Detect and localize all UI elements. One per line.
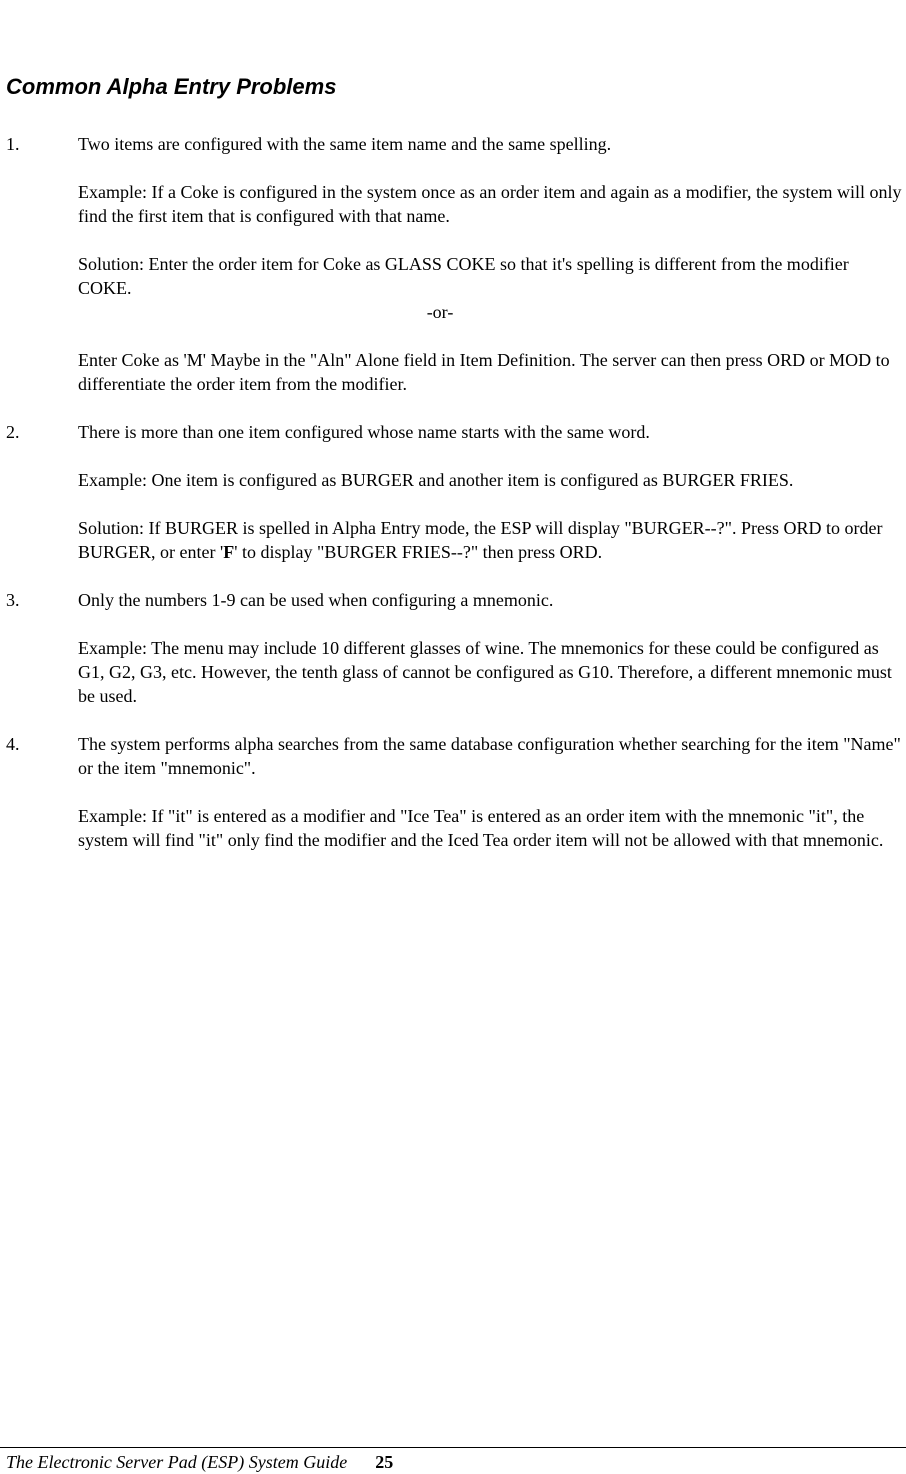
solution-text — [78, 516, 902, 564]
example-text: Example: If "it" is entered as a modifier and "Ice Tea" is entered as an order item with the mnemonic "it", the system will find "it" only find the modifier and the Iced Tea order item will not be allowed with that mnemonic. — [78, 806, 884, 850]
example-text: Example: One item is configured as BURGER and another item is configured as BURGER FRIES. — [78, 470, 794, 490]
example-text: Example: The menu may include 10 different glasses of wine. The mnemonics for these could be configured as G1, G2, G3, etc. However, the tenth glass of cannot be configured as G10. Therefore, a different mnemonic must be used. — [78, 638, 892, 706]
key-letter: F — [223, 542, 235, 562]
page-number: 25 — [375, 1452, 394, 1472]
item-number: 4. — [6, 734, 20, 754]
problem-text: Only the numbers 1-9 can be used when configuring a mnemonic. — [78, 590, 554, 610]
solution-text-start: Solution: If BURGER is spelled in Alpha Entry mode, the ESP will display "BURGER--?". Press ORD to order BURGER, or enter ' — [78, 518, 883, 562]
or-separator: -or- — [426, 302, 454, 322]
problem-list — [6, 132, 902, 852]
example-text: Example: If a Coke is configured in the system once as an order item and again as a modifier, the system will only find the first item that is configured with that name. — [78, 182, 902, 226]
item-number: 3. — [6, 590, 20, 610]
list-item — [6, 732, 902, 852]
problem-text: Two items are configured with the same item name and the same spelling. — [78, 134, 612, 154]
item-number: 2. — [6, 422, 20, 442]
page-footer — [6, 1450, 393, 1474]
list-item — [6, 132, 902, 396]
footer-title: The Electronic Server Pad (ESP) System Guide — [6, 1452, 348, 1472]
section-heading: Common Alpha Entry Problems — [6, 74, 337, 99]
problem-text: There is more than one item configured whose name starts with the same word. — [78, 422, 650, 442]
item-number: 1. — [6, 134, 20, 154]
list-item — [6, 588, 902, 708]
solution-text: Solution: Enter the order item for Coke as GLASS COKE so that it's spelling is different from the modifier COKE. — [78, 254, 849, 298]
alternative-solution-text: Enter Coke as 'M' Maybe in the "Aln" Alone field in Item Definition. The server can then press ORD or MOD to differentiate the order item from the modifier. — [78, 350, 890, 394]
problem-text: The system performs alpha searches from the same database configuration whether searching for the item "Name" or the item "mnemonic". — [78, 734, 901, 778]
list-item — [6, 420, 902, 564]
footer-divider — [0, 1447, 906, 1448]
solution-text-end: ' to display "BURGER FRIES--?" then press ORD. — [234, 542, 603, 562]
